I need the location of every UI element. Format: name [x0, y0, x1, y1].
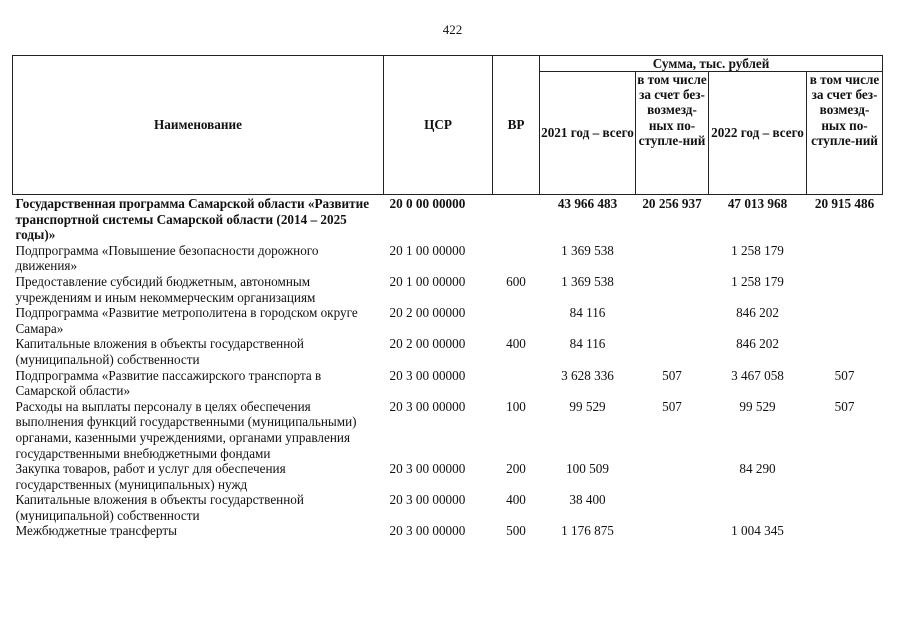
- cell-csr: 20 1 00 00000: [389, 242, 466, 258]
- cell-name: Расходы на выплаты персоналу в целях обеспечения выполнения функций государственными (муниципальными) органами, казенными учреждениями, органами управления государственными внебюджетными фондами: [15, 398, 357, 461]
- cell-2021-free: [636, 461, 709, 492]
- cell-name: Государственная программа Самарской области «Развитие транспортной системы Самарской области (2014 – 2025 годы)»: [15, 196, 370, 243]
- header-2022-total: 2022 год – всего: [709, 72, 807, 195]
- table-row: [13, 305, 883, 336]
- cell-2021-total: 3 628 336: [561, 367, 614, 383]
- cell-2022-total: 3 467 058: [731, 367, 784, 383]
- table-row: [13, 368, 883, 399]
- cell-2022-free: 20 915 486: [814, 196, 875, 211]
- cell-vr: [493, 368, 540, 399]
- cell-2022-free: [807, 461, 883, 492]
- cell-2021-total: 84 116: [569, 336, 606, 352]
- cell-2022-free: [807, 274, 883, 305]
- header-sum: Сумма, тыс. рублей: [540, 56, 883, 72]
- cell-2021-free: 507: [662, 398, 682, 414]
- table-row: [13, 336, 883, 367]
- cell-2022-total: 1 258 179: [731, 242, 784, 258]
- cell-csr: 20 0 00 00000: [389, 196, 466, 211]
- table-row: [13, 399, 883, 461]
- cell-csr: 20 3 00 00000: [389, 523, 466, 539]
- cell-vr: 500: [506, 523, 526, 539]
- cell-2022-free: [807, 336, 883, 367]
- cell-2021-total: 1 176 875: [561, 523, 614, 539]
- cell-vr: 100: [506, 398, 526, 414]
- cell-2022-free: [807, 243, 883, 274]
- cell-name: Капитальные вложения в объекты государственной (муниципальной) собственности: [15, 492, 304, 523]
- table-body: [13, 195, 883, 540]
- cell-vr: 600: [506, 273, 526, 289]
- cell-name: Предоставление субсидий бюджетным, автономным учреждениям и иным некоммерческим организациям: [15, 273, 316, 305]
- cell-2021-total: 99 529: [569, 398, 606, 414]
- table-row: [13, 492, 883, 523]
- page-number: 422: [442, 22, 463, 37]
- cell-csr: 20 3 00 00000: [389, 367, 466, 383]
- cell-2022-total: 1 258 179: [731, 273, 784, 289]
- table-row: [13, 195, 883, 243]
- cell-vr: 400: [506, 492, 526, 508]
- cell-2021-total: 43 966 483: [557, 196, 618, 211]
- cell-2021-free: 20 256 937: [642, 196, 702, 211]
- cell-vr: [493, 305, 540, 336]
- cell-vr: 400: [506, 336, 526, 352]
- header-vr: ВР: [493, 56, 540, 195]
- cell-2022-total: 99 529: [739, 398, 776, 414]
- cell-2021-free: [636, 336, 709, 367]
- table-row: [13, 523, 883, 539]
- cell-2022-free: 507: [834, 398, 855, 414]
- cell-name: Подпрограмма «Развитие пассажирского транспорта в Самарской области»: [15, 367, 322, 399]
- cell-csr: 20 2 00 00000: [389, 305, 466, 321]
- cell-2022-total: 84 290: [739, 461, 776, 477]
- cell-csr: 20 2 00 00000: [389, 336, 466, 352]
- table-row: [13, 461, 883, 492]
- cell-name: Капитальные вложения в объекты государственной (муниципальной) собственности: [15, 336, 304, 367]
- cell-2022-total: [709, 492, 807, 523]
- cell-name: Подпрограмма «Развитие метрополитена в городском округе Самара»: [15, 305, 358, 336]
- cell-2021-total: 1 369 538: [561, 273, 614, 289]
- cell-2021-free: [636, 274, 709, 305]
- cell-name: Межбюджетные трансферты: [15, 523, 177, 539]
- cell-2022-total: 846 202: [736, 305, 779, 321]
- cell-2022-free: [807, 523, 883, 539]
- cell-vr: [493, 243, 540, 274]
- cell-csr: 20 3 00 00000: [389, 461, 466, 477]
- cell-2021-total: 38 400: [569, 492, 606, 508]
- cell-2021-free: [636, 523, 709, 539]
- header-name: Наименование: [13, 56, 384, 195]
- cell-2021-total: 100 509: [566, 461, 609, 477]
- cell-2022-total: 846 202: [736, 336, 779, 352]
- cell-2022-free: [807, 305, 883, 336]
- cell-2022-total: 1 004 345: [731, 523, 784, 539]
- cell-2022-free: 507: [834, 367, 855, 383]
- cell-csr: 20 1 00 00000: [389, 273, 466, 289]
- cell-2022-total: 47 013 968: [727, 196, 788, 211]
- cell-csr: 20 3 00 00000: [389, 492, 466, 508]
- header-2021-free: в том числе за счет без-возмезд-ных по-ступле-ний: [636, 72, 709, 195]
- table-row: [13, 274, 883, 305]
- cell-name: Подпрограмма «Повышение безопасности дорожного движения»: [15, 242, 319, 274]
- cell-2022-free: [807, 492, 883, 523]
- cell-csr: 20 3 00 00000: [389, 398, 466, 414]
- cell-2021-total: 1 369 538: [561, 242, 614, 258]
- header-csr: ЦСР: [384, 56, 493, 195]
- table-row: [13, 243, 883, 274]
- cell-vr: [493, 195, 540, 243]
- cell-2021-free: [636, 305, 709, 336]
- cell-2021-free: [636, 243, 709, 274]
- header-2022-free: в том числе за счет без-возмезд-ных по-ступле-ний: [807, 72, 883, 195]
- cell-name: Закупка товаров, работ и услуг для обеспечения государственных (муниципальных) нужд: [15, 461, 286, 492]
- cell-2021-free: 507: [662, 367, 682, 383]
- budget-table: [12, 55, 883, 539]
- table-header: [13, 56, 883, 195]
- cell-2021-free: [636, 492, 709, 523]
- cell-vr: 200: [506, 461, 526, 477]
- header-2021-total: 2021 год – всего: [540, 72, 636, 195]
- cell-2021-total: 84 116: [569, 305, 606, 321]
